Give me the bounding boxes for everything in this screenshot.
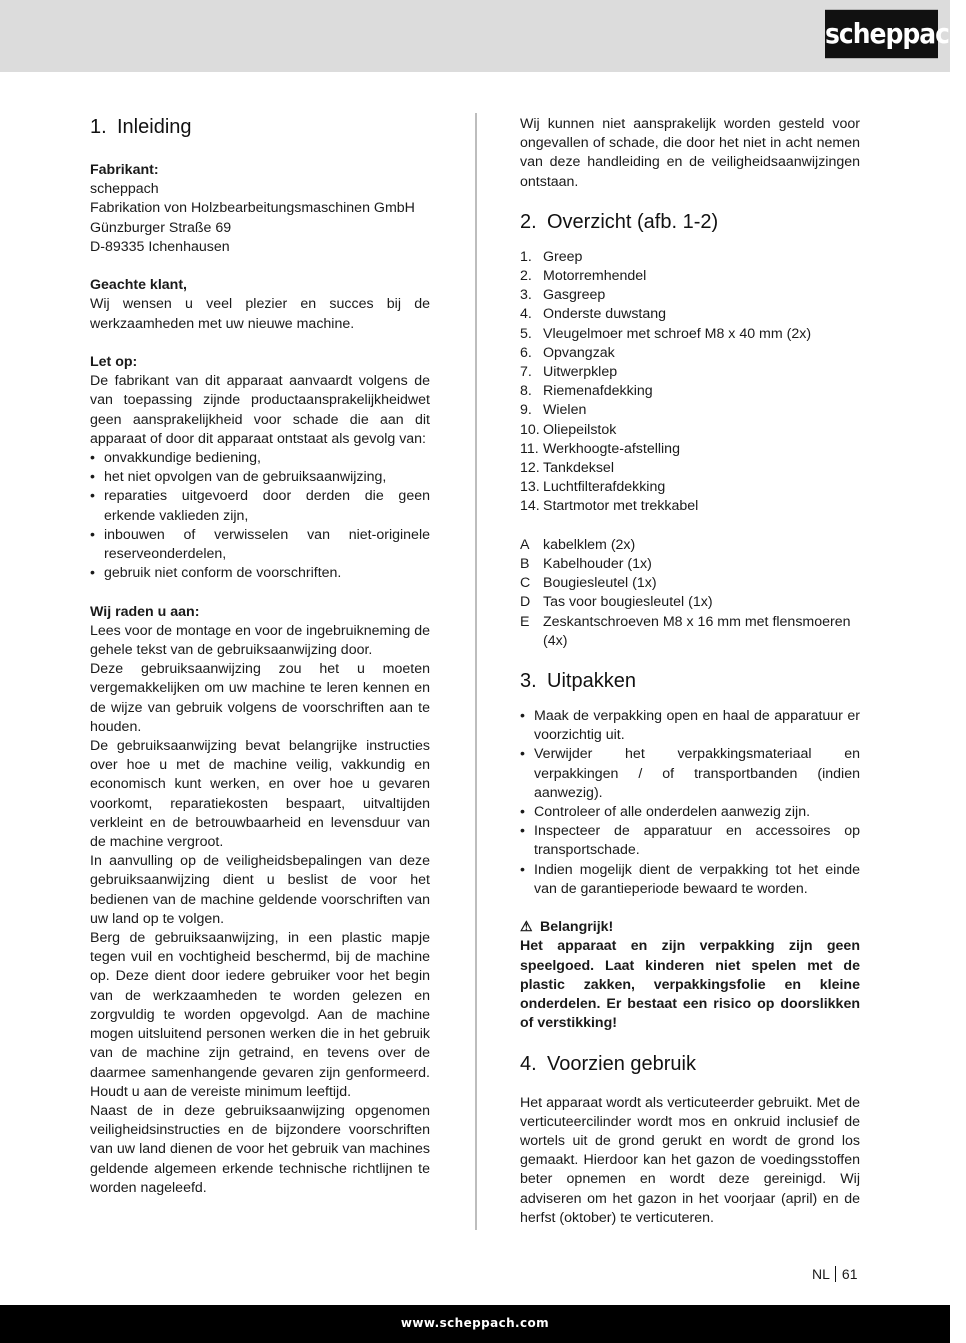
column-divider: [475, 113, 477, 1230]
paragraph: Berg de gebruiksaanwijzing, in een plastic mapje tegen vuil en vochtigheid beschermd, bij de machine op. Deze dient door iedere gebruiker voor het begin van de werkzaamheden te worden gelezen en zorgvuldig te worden opgevolgd. Aan de machine mogen uitsluitend personen werken die in het gebruik van de machine zijn getraind, en tevens over de daarmee samenhangende gevaren zijn genformeerd. Houdt u aan de vereiste minimum leeftijd.: [90, 930, 430, 1100]
klant-text: Wij wensen u veel plezier en succes bij de werkzaamheden met uw nieuwe machine.: [90, 296, 430, 332]
scheppach-logo: scheppach: [825, 10, 938, 58]
right-column: [520, 115, 860, 1228]
list-item: • onvakkundige bediening,: [90, 449, 430, 468]
list-item: 4. Onderste duwstang: [520, 306, 667, 323]
list-item: 1. Greep: [520, 248, 583, 265]
paragraph: In aanvulling op de veiligheidsbepalingen van deze gebruiksaanwijzing dient u beslist de voor het bedienen van de machine geldende voorschriften van uw land op te volgen.: [90, 853, 430, 927]
header-bar: [0, 0, 950, 72]
paragraph: De gebruiksaanwijzing bevat belangrijke instructies over hoe u met de machine veilig, vakkundig en economisch kunt werken, en over hoe u gevaren voorkomt, reparatiekosten bespaart, uitvaltijden verkleint en de betrouwbaarheid en levensduur van de machine vergroot.: [90, 738, 430, 851]
section-3-heading: 3. Uitpakken: [520, 670, 636, 693]
unpack-list: [520, 707, 860, 899]
list-item: D Tas voor bougiesleutel (1x): [520, 594, 713, 611]
list-item: 13. Luchtfilterafdekking: [520, 479, 666, 496]
page-number: NL 61: [812, 1266, 858, 1282]
list-item: E Zeskantschroeven M8 x 16 mm met flensmoeren (4x): [520, 613, 851, 649]
list-item: 5. Vleugelmoer met schroef M8 x 40 mm (2x): [520, 325, 812, 342]
liability-text: Wij kunnen niet aansprakelijk worden gesteld voor ongevallen of schade, die door het niet in acht nemen van deze handleiding en de veiligheidsaanwijzingen ontstaan.: [520, 116, 860, 190]
raden-label: Wij raden u aan:: [90, 603, 200, 620]
list-item: • Indien mogelijk dient de verpakking tot het einde van de garantieperiode bewaard te worden.: [520, 861, 860, 899]
letop-label: Let op:: [90, 354, 138, 370]
list-item: 11. Werkhoogte-afstelling: [520, 440, 680, 457]
letop-list: [90, 449, 430, 583]
warning-triangle-icon: ⚠: [520, 919, 533, 936]
list-item: • Verwijder het verpakkingsmateriaal en verpakkingen / of transportbanden (indien aanwezig).: [520, 745, 860, 803]
list-item: • Maak de verpakking open en haal de apparatuur er voorzichtig uit.: [520, 707, 860, 745]
list-item: • Controleer of alle onderdelen aanwezig zijn.: [520, 803, 860, 822]
fabrikant-address: scheppach Fabrikation von Holzbearbeitungsmaschinen GmbH Günzburger Straße 69 D-89335 Ichenhausen: [90, 181, 415, 255]
list-item: 2. Motorremhendel: [520, 268, 647, 285]
list-item: B Kabelhouder (1x): [520, 556, 652, 573]
list-item: 9. Wielen: [520, 402, 587, 419]
parts-list: [520, 248, 860, 517]
list-item: 8. Riemenafdekking: [520, 383, 653, 400]
paragraph: Deze gebruiksaanwijzing zou het u moeten vergemakkelijken om uw machine te leren kennen en de wijze van gebruik volgens de voorschriften aan te houden.: [90, 661, 430, 735]
list-item: A kabelklem (2x): [520, 536, 636, 553]
list-item: • het niet opvolgen van de gebruiksaanwijzing,: [90, 468, 430, 487]
section-1-heading: 1. Inleiding: [90, 116, 192, 138]
letop-text: De fabrikant van dit apparaat aanvaardt volgens de van toepassing zijnde productaansprakelijkheidwet geen aansprakelijkheid voor schade die aan dit apparaat of door dit apparaat ontstaat als gevolg van:: [90, 373, 430, 447]
list-item: • Inspecteer de apparatuur en accessoires op transportschade.: [520, 822, 860, 860]
section-2-heading: 2. Overzicht (afb. 1-2): [520, 210, 719, 233]
fabrikant-label: Fabrikant:: [90, 162, 159, 178]
klant-label: Geachte klant,: [90, 277, 187, 294]
list-item: 10. Oliepeilstok: [520, 421, 617, 438]
warning-heading: ⚠ Belangrijk!: [520, 918, 860, 937]
warning-text: Het apparaat en zijn verpakking zijn geen speelgoed. Laat kinderen niet spelen met de plastic zakken, verpakkingsfolie en kleine onderdelen. Er bestaat een risico op doorslikken of verstikking!: [520, 938, 860, 1032]
paragraph: Lees voor de montage en voor de ingebruikneming de gehele tekst van de gebruiksaanwijzing door.: [90, 622, 430, 659]
list-item: • inbouwen of verwisselen van niet-originele reserveonderdelen,: [90, 526, 430, 564]
list-item: 6. Opvangzak: [520, 344, 615, 361]
intended-use-text: Het apparaat wordt als verticuteerder gebruikt. Met de verticuteercilinder wordt mos en onkruid inclusief de wortels uit de grond gerukt en wordt de grond los gemaakt. Hierdoor kan het gazon de voedingsstoffen beter opnemen en wordt deze gereinigd. Wij adviseren om het gazon in het voorjaar (april) en de herfst (oktober) te verticuteren.: [520, 1094, 860, 1226]
footer-bar: [0, 1305, 950, 1343]
website-link[interactable]: www.scheppach.com: [400, 1316, 550, 1330]
list-item: 3. Gasgreep: [520, 287, 606, 304]
list-item: • reparaties uitgevoerd door derden die geen erkende vaklieden zijn,: [90, 487, 430, 525]
list-item: C Bougiesleutel (1x): [520, 575, 657, 592]
list-item: 14. Startmotor met trekkabel: [520, 498, 699, 515]
accessories-list: [520, 536, 860, 651]
left-column: [90, 115, 430, 1198]
list-item: • gebruik niet conform de voorschriften.: [90, 564, 430, 583]
list-item: 12. Tankdeksel: [520, 460, 614, 477]
section-4-heading: 4. Voorzien gebruik: [520, 1052, 696, 1075]
list-item: 7. Uitwerpklep: [520, 364, 618, 381]
paragraph: Naast de in deze gebruiksaanwijzing opgenomen veiligheidsinstructies en de bijzondere voorschriften van uw land dienen de voor het gebruik van machines geldende algemeen erkende technische richtlijnen te worden nageleefd.: [90, 1102, 430, 1196]
